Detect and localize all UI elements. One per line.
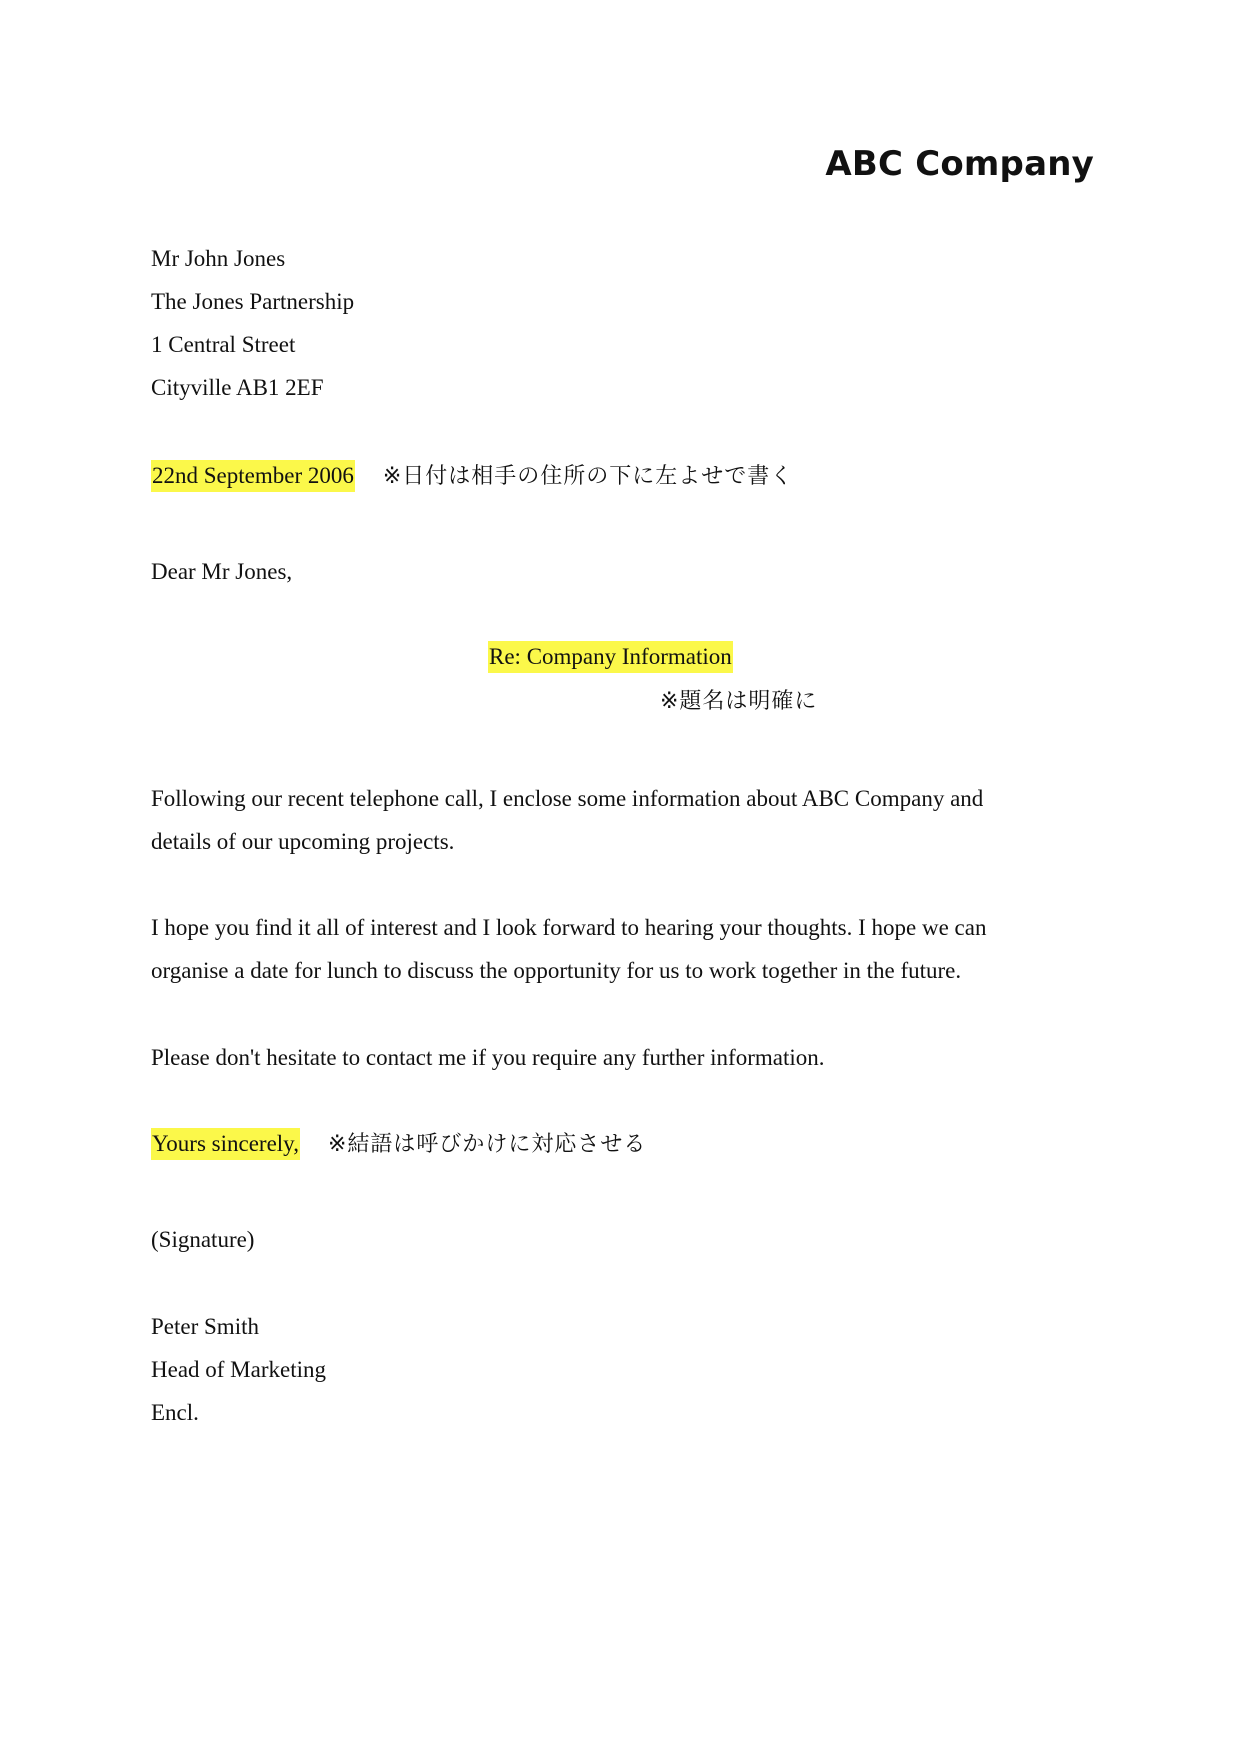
subject-line: [488, 642, 733, 672]
closing-text: Yours sincerely,: [151, 1128, 300, 1160]
subject-note-line: [660, 686, 817, 717]
subject-text: Re: Company Information: [488, 641, 733, 673]
company-logo: ABC Company: [825, 144, 1094, 184]
date-line: [151, 461, 793, 492]
body-para1-line1: Following our recent telephone call, I enclose some information about ABC Company and: [151, 786, 984, 811]
sender-title: Head of Marketing: [151, 1357, 326, 1382]
signature-placeholder: (Signature): [151, 1227, 255, 1252]
enclosure-note: Encl.: [151, 1400, 199, 1425]
recipient-company: The Jones Partnership: [151, 289, 355, 314]
salutation: Dear Mr Jones,: [151, 559, 293, 584]
body-para3: Please don't hesitate to contact me if you require any further information.: [151, 1045, 825, 1070]
body-para1-line2: details of our upcoming projects.: [151, 829, 455, 854]
body-para2-line1: I hope you find it all of interest and I look forward to hearing your thoughts. I hope we can: [151, 915, 987, 940]
closing-line: [151, 1129, 646, 1160]
recipient-name: Mr John Jones: [151, 246, 286, 271]
closing-note: ※結語は呼びかけに対応させる: [327, 1132, 647, 1157]
recipient-street: 1 Central Street: [151, 332, 296, 357]
date-note: ※日付は相手の住所の下に左よせで書く: [382, 464, 794, 489]
body-para2-line2: organise a date for lunch to discuss the opportunity for us to work together in the future.: [151, 958, 962, 983]
date-text: 22nd September 2006: [151, 460, 355, 492]
sender-name: Peter Smith: [151, 1314, 259, 1339]
subject-note: ※題名は明確に: [660, 689, 818, 714]
recipient-city: Cityville AB1 2EF: [151, 375, 324, 400]
